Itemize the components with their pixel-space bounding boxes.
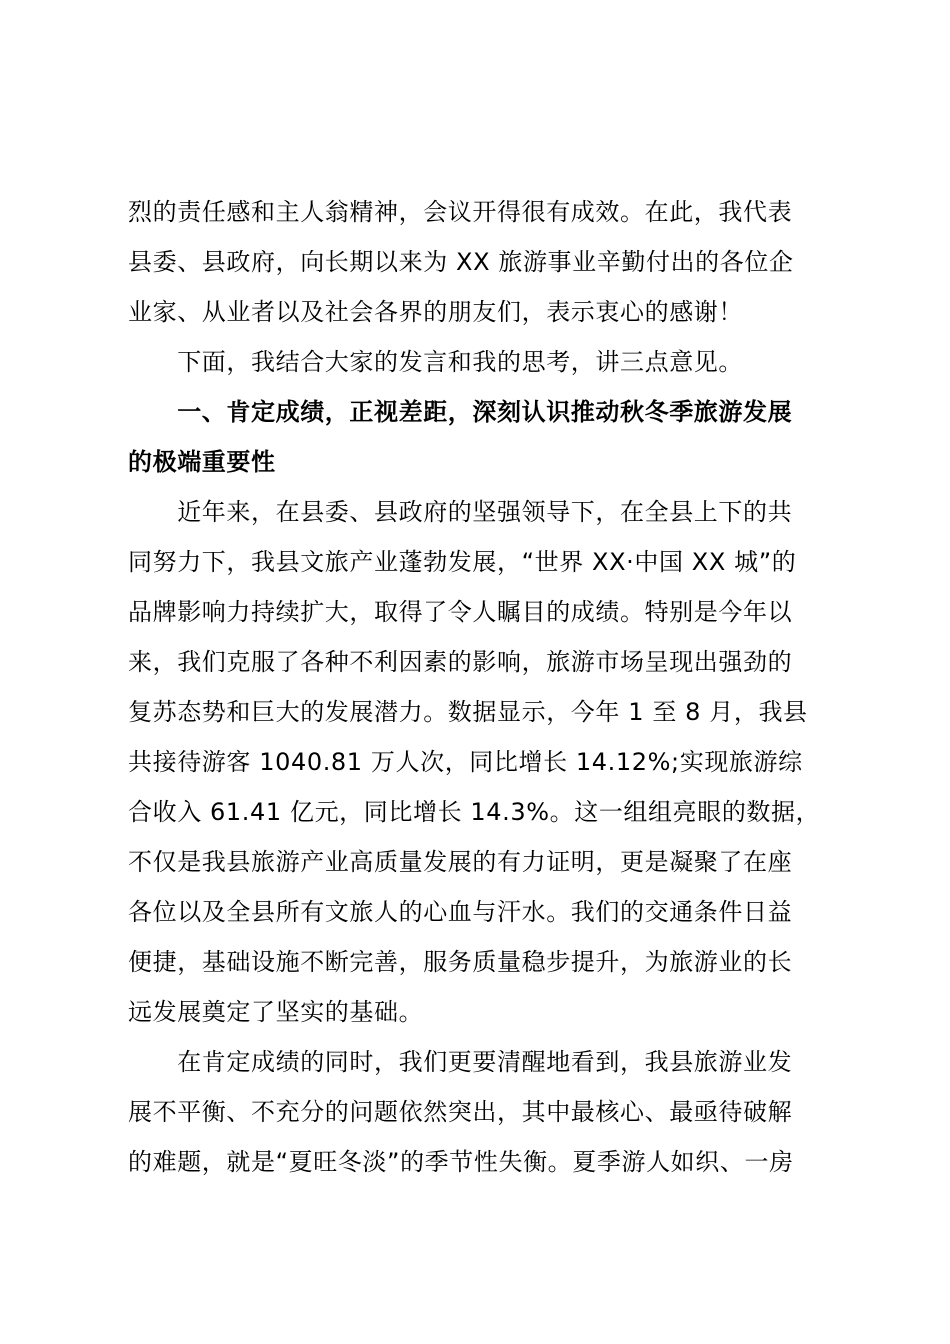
text-line: 业家、从业者以及社会各界的朋友们，表示衷心的感谢！ — [128, 298, 743, 326]
text-line: 品牌影响力持续扩大，取得了令人瞩目的成绩。特别是今年以 — [128, 598, 793, 626]
text-line: 在肯定成绩的同时，我们更要清醒地看到，我县旅游业发 — [128, 1048, 793, 1076]
text-line: 共接待游客 1040.81 万人次，同比增长 14.12%;实现旅游综 — [128, 748, 803, 776]
text-line: 近年来，在县委、县政府的坚强领导下，在全县上下的共 — [128, 498, 793, 526]
section-heading-line: 的极端重要性 — [128, 448, 276, 476]
text-line: 便捷，基础设施不断完善，服务质量稳步提升，为旅游业的长 — [128, 948, 793, 976]
text-line: 各位以及全县所有文旅人的心血与汗水。我们的交通条件日益 — [128, 898, 793, 926]
text-line: 不仅是我县旅游产业高质量发展的有力证明，更是凝聚了在座 — [128, 848, 793, 876]
text-line: 展不平衡、不充分的问题依然突出，其中最核心、最亟待破解 — [128, 1098, 793, 1126]
text-line: 来，我们克服了各种不利因素的影响，旅游市场呈现出强劲的 — [128, 648, 793, 676]
text-line: 合收入 61.41 亿元，同比增长 14.3%。这一组组亮眼的数据， — [128, 798, 821, 826]
text-line: 远发展奠定了坚实的基础。 — [128, 998, 424, 1026]
section-heading-line: 一、肯定成绩，正视差距，深刻认识推动秋冬季旅游发展 — [128, 398, 793, 426]
text-line: 同努力下，我县文旅产业蓬勃发展，“世界 XX·中国 XX 城”的 — [128, 548, 797, 576]
text-line: 的难题，就是“夏旺冬淡”的季节性失衡。夏季游人如织、一房 — [128, 1148, 794, 1176]
text-line: 县委、县政府，向长期以来为 XX 旅游事业辛勤付出的各位企 — [128, 248, 794, 276]
text-line: 下面，我结合大家的发言和我的思考，讲三点意见。 — [128, 348, 743, 376]
text-line: 烈的责任感和主人翁精神，会议开得很有成效。在此，我代表 — [128, 198, 793, 226]
text-line: 复苏态势和巨大的发展潜力。数据显示，今年 1 至 8 月，我县 — [128, 698, 808, 726]
